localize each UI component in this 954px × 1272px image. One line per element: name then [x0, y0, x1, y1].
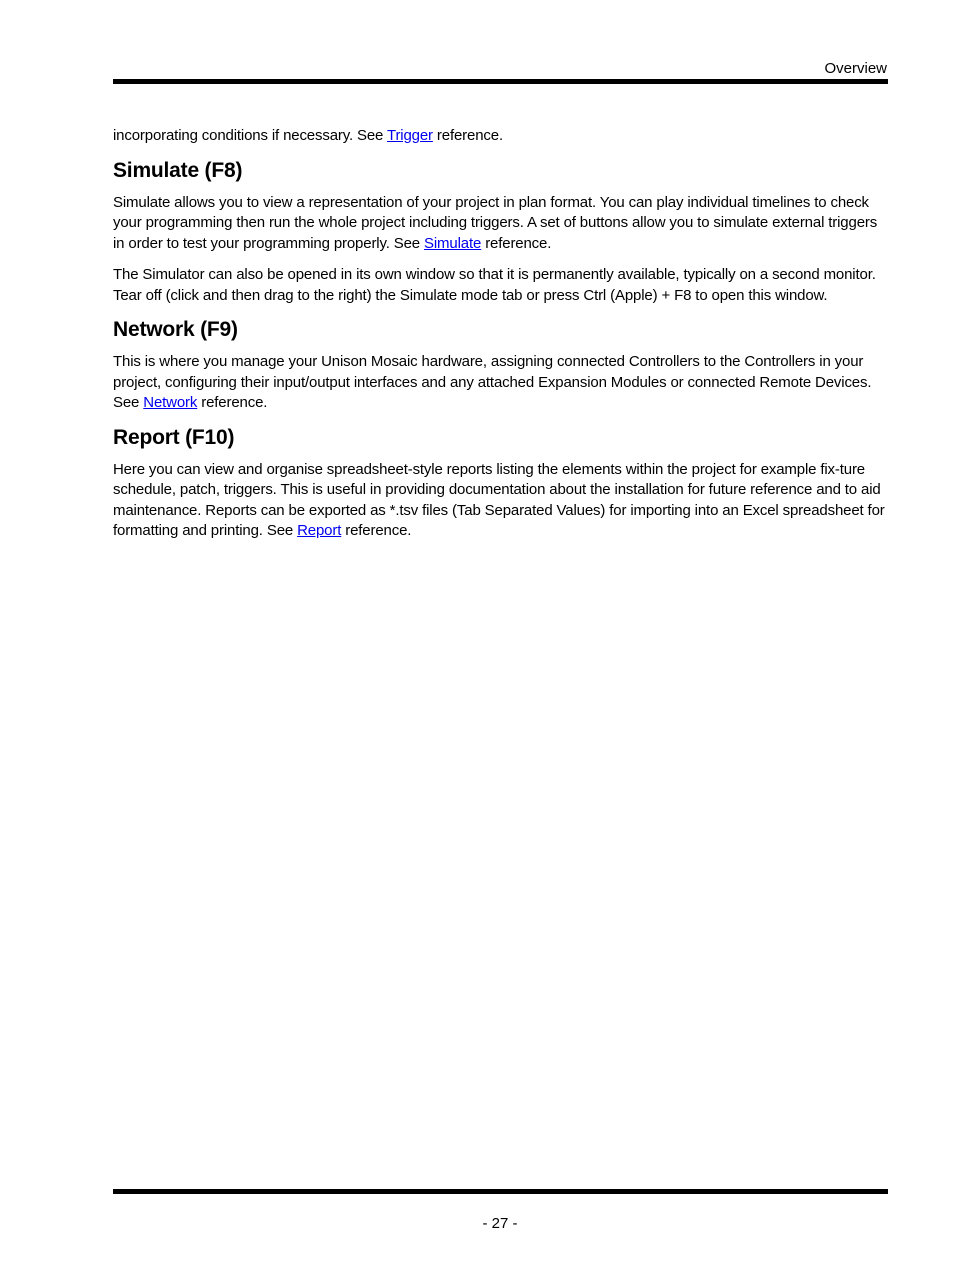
- page-content: [113, 126, 889, 553]
- network-text-end: reference.: [197, 394, 268, 411]
- simulate-text: Simulate allows you to view a representation of your project in plan format. You can play individual timelines to check your programming then run the whole project including triggers. A set of buttons allow you to simulate external triggers in order to test your programming properly. See: [113, 193, 878, 252]
- trigger-link[interactable]: Trigger: [387, 127, 433, 144]
- intro-paragraph: [113, 126, 889, 147]
- footer-rule: [113, 1189, 888, 1194]
- simulate-paragraph-2: The Simulator can also be opened in its own window so that it is permanently available, typically on a second monitor. Tear off (click and then drag to the right) the Simulate mode tab or press Ctrl (Apple) + F8 to open this window.: [113, 266, 876, 304]
- network-text: This is where you manage your Unison Mosaic hardware, assigning connected Controllers to the Controllers in your project, configuring their input/output interfaces and any attached Expansion Modules or connected Remote Devices. See: [113, 353, 872, 411]
- report-paragraph: [113, 460, 889, 542]
- network-heading: Network (F9): [113, 318, 238, 341]
- report-link[interactable]: Report: [297, 522, 342, 539]
- running-header: Overview: [824, 60, 887, 77]
- simulate-heading: Simulate (F8): [113, 158, 243, 182]
- page-number: - 27 -: [482, 1215, 518, 1232]
- network-link[interactable]: Network: [143, 394, 198, 411]
- simulate-text-end: reference.: [481, 234, 552, 252]
- header-rule: [113, 79, 888, 84]
- report-text-end: reference.: [341, 522, 412, 539]
- intro-text-end: reference.: [432, 127, 503, 144]
- simulate-paragraph-1: [113, 193, 889, 255]
- network-paragraph: [113, 352, 889, 414]
- simulate-link[interactable]: Simulate: [424, 234, 482, 252]
- intro-text: incorporating conditions if necessary. See: [113, 127, 387, 144]
- report-heading: Report (F10): [113, 425, 235, 449]
- report-text: Here you can view and organise spreadsheet-style reports listing the elements within the project for example fix-ture schedule, patch, triggers. This is useful in providing documentation about the installation for future reference and to aid maintenance. Reports can be exported as *.tsv files (Tab Separated Values) for importing into an Excel spreadsheet for formatting and printing. See: [113, 460, 885, 539]
